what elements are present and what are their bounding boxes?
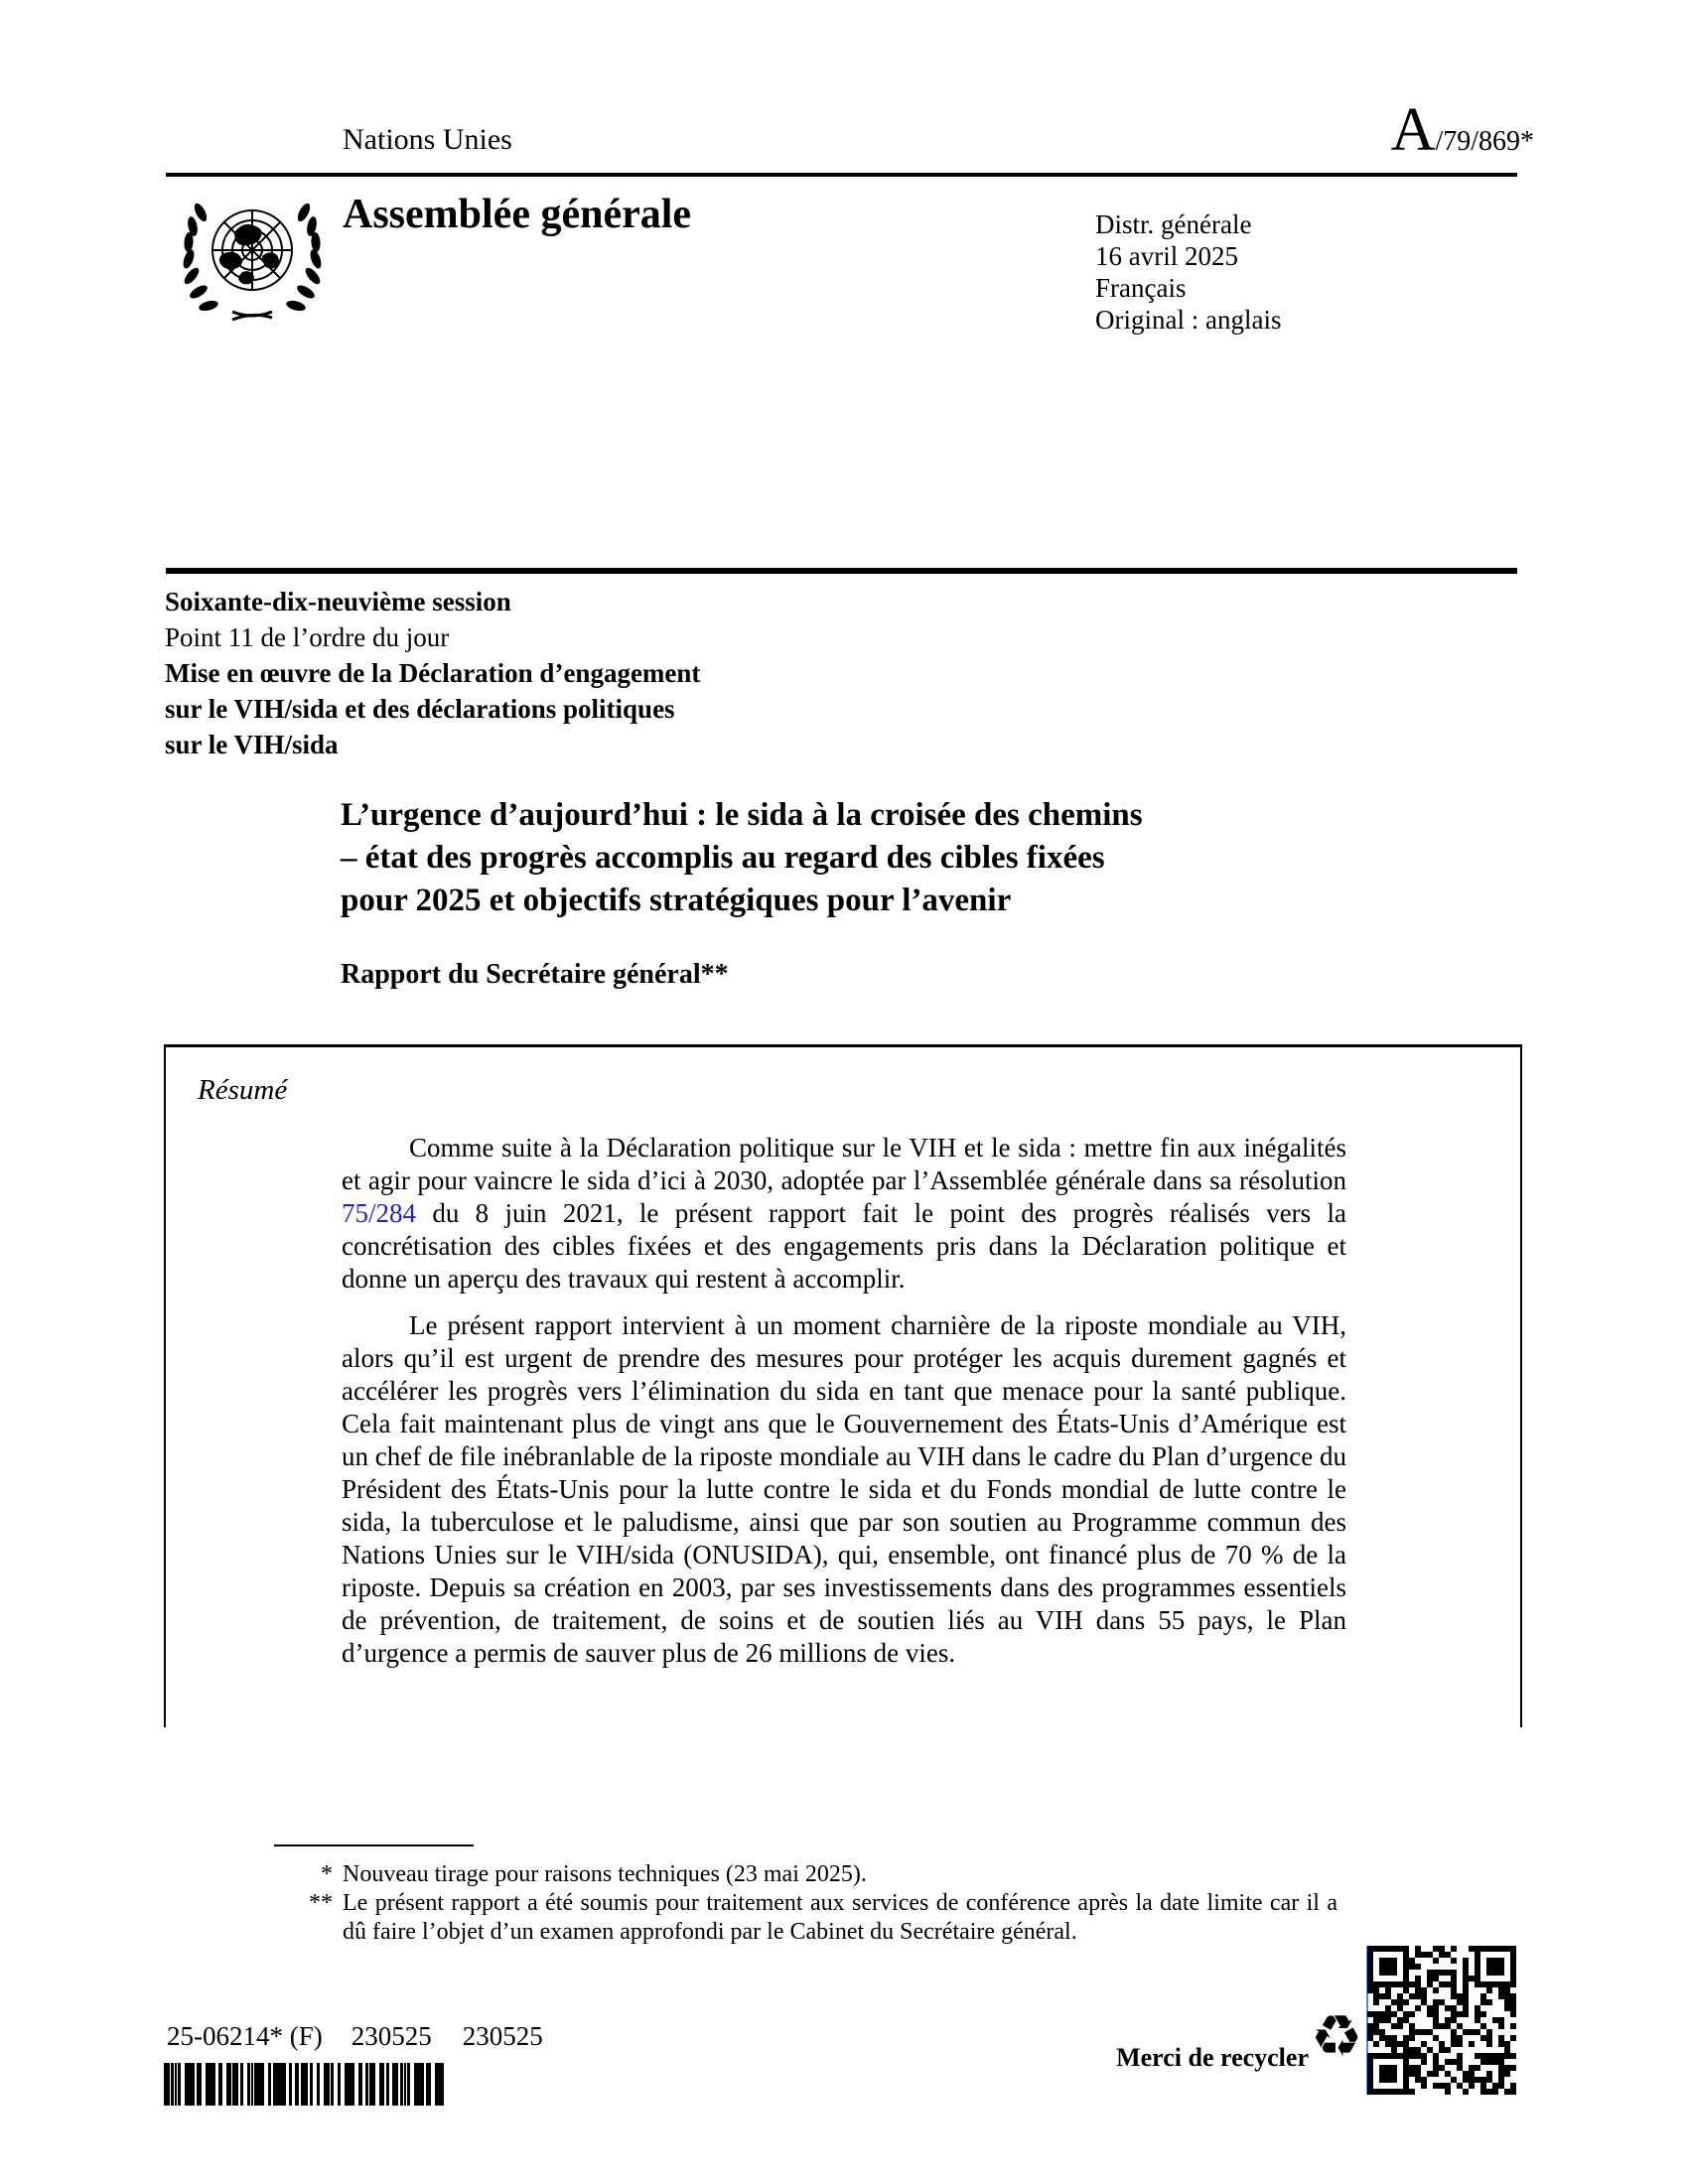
footnote-1-marker: *	[321, 1861, 333, 1887]
recycle-icon: ♻	[1311, 2002, 1362, 2070]
page-title: Assemblée générale	[343, 192, 692, 237]
footnote-2	[253, 1889, 1337, 1947]
report-title	[341, 794, 1143, 922]
recycle-label: Merci de recycler	[1116, 2043, 1309, 2072]
un-emblem-icon	[175, 189, 330, 330]
footnote-separator	[274, 1844, 474, 1846]
section-rule-thick	[166, 568, 1517, 574]
distribution-block	[1095, 208, 1281, 336]
summary-body	[342, 1132, 1346, 1670]
resolution-link[interactable]: 75/284	[342, 1198, 417, 1228]
date-code-2: 230525	[462, 2021, 543, 2051]
document-symbol	[1370, 96, 1534, 164]
report-title-line-1: L’urgence d’aujourd’hui : le sida à la croisée des chemins	[341, 797, 1143, 833]
footnote-2-marker: **	[309, 1890, 333, 1916]
footnote-2-text: Le présent rapport a été soumis pour traitement aux services de conférence après la date limite car il a dû faire l’objet d’un examen approfondi par le Cabinet du Secrétaire général.	[343, 1890, 1337, 1945]
summary-p1-text-before: Comme suite à la Déclaration politique sur le VIH et le sida : mettre fin aux inégalités et agir pour vaincre le sida d’ici à 2030, adoptée par l’Assemblée générale dans sa résolution	[342, 1133, 1346, 1195]
summary-paragraph-2: Le présent rapport intervient à un moment charnière de la riposte mondiale au VIH, alors qu’il est urgent de prendre des mesures pour protéger les acquis durement gagnés et accélérer les progrès vers l’élimination du sida en tant que menace pour la santé publique. Cela fait maintenant plus de vingt ans que le Gouvernement des États-Unis d’Amérique est un chef de file inébranlable de la riposte mondiale au VIH dans le cadre du Plan d’urgence du Président des États-Unis pour la lutte contre le sida et du Fonds mondial de lutte contre le sida, la tuberculose et le paludisme, ainsi que par son soutien au Programme commun des Nations Unies sur le VIH/sida (ONUSIDA), qui, ensemble, ont financé plus de 70 % de la riposte. Depuis sa création en 2003, par ses investissements dans des programmes essentiels de prévention, de traitement, de soins et de soutien liés au VIH dans 55 pays, le Plan d’urgence a permis de sauver plus de 26 millions de vies.	[342, 1310, 1346, 1668]
distr-date: 16 avril 2025	[1095, 241, 1238, 271]
report-title-line-3: pour 2025 et objectifs stratégiques pour l’avenir	[341, 883, 1012, 918]
report-subtitle: Rapport du Secrétaire général**	[341, 959, 729, 990]
job-number-line	[167, 2021, 543, 2052]
agenda-subject-line-1: Mise en œuvre de la Déclaration d’engagement	[165, 658, 701, 688]
footnote-1	[253, 1860, 1337, 1889]
session-block	[165, 584, 700, 762]
summary-paragraph-1	[342, 1132, 1346, 1296]
date-code-1: 230525	[351, 2021, 432, 2051]
barcode-icon	[164, 2063, 444, 2106]
session-title: Soixante-dix-neuvième session	[165, 587, 511, 616]
header-rule-thin	[166, 173, 1517, 177]
agenda-item: Point 11 de l’ordre du jour	[165, 622, 450, 652]
footnotes	[253, 1860, 1337, 1947]
distr-language: Français	[1095, 273, 1187, 303]
document-symbol-number: /79/869*	[1435, 126, 1534, 157]
footnote-1-text: Nouveau tirage pour raisons techniques (23 mai 2025).	[343, 1861, 867, 1887]
distr-original: Original : anglais	[1095, 305, 1282, 335]
distr-type: Distr. générale	[1095, 209, 1252, 239]
qr-code-icon	[1367, 1946, 1516, 2095]
agenda-subject-line-2: sur le VIH/sida et des déclarations politiques	[165, 694, 675, 724]
summary-p1-text-after: du 8 juin 2021, le présent rapport fait le point des progrès réalisés vers la concrétisation des cibles fixées et des engagements pris dans la Déclaration politique et donne un aperçu des travaux qui restent à accomplir.	[342, 1198, 1346, 1294]
agenda-subject-line-3: sur le VIH/sida	[165, 730, 339, 759]
summary-heading: Résumé	[198, 1074, 288, 1106]
org-name: Nations Unies	[343, 123, 512, 156]
job-number: 25-06214* (F)	[167, 2021, 323, 2051]
report-title-line-2: – état des progrès accomplis au regard des cibles fixées	[341, 840, 1105, 876]
document-symbol-organ: A	[1390, 96, 1436, 164]
